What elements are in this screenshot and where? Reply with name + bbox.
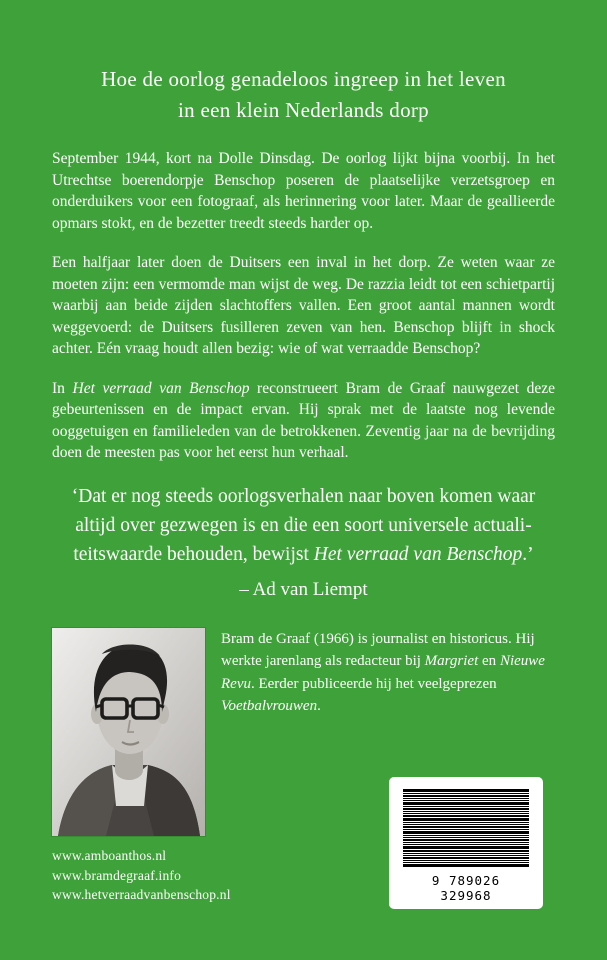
- author-portrait-photo: [52, 628, 205, 836]
- glasses-arm-left: [96, 705, 102, 707]
- quote-line-3: teitswaarde behouden, bewijst Het verraad van Benschop.’: [73, 543, 534, 565]
- headline-line-2: in een klein Nederlands dorp: [178, 98, 429, 122]
- publisher-urls: [52, 846, 231, 905]
- synopsis-paragraph-2: Een halfjaar later doen de Duitsers een inval in het dorp. Ze weten waar ze moeten zijn: een vermomde man wijst de weg. De razzia leidt tot een schietpartij waarbij aan beide zijden slachtoffers vallen. Een groot aantal mannen wordt weggevoerd: de Duitsers fusilleren zeven van hen. Benschop blijft in shock achter. Eén vraag houdt allen bezig: wie of wat verraadde Benschop?: [52, 254, 555, 357]
- quote-line-1: ‘Dat er nog steeds oorlogsverhalen naar boven komen waar: [71, 485, 536, 507]
- headline: [0, 0, 607, 126]
- synopsis-paragraph-3: In Het verraad van Benschop reconstrueert Bram de Graaf nauwgezet deze gebeurtenissen en de impact ervan. Hij sprak met de laatste nog levende ooggetuigen en familieleden van de betrokkenen. Zeventig jaar na de bevrijding doen de meesten pas voor het eerst hun verhaal.: [52, 379, 555, 461]
- headline-line-1: Hoe de oorlog genadeloos ingreep in het leven: [101, 67, 506, 91]
- author-bio: Bram de Graaf (1966) is journalist en historicus. Hij werkte jarenlang als redacteur bij Margriet en Nieuwe Revu. Eerder publiceerde hij het veelgeprezen Voetbalvrouwen.: [221, 630, 545, 714]
- review-quote: [52, 482, 555, 604]
- publisher-url-3: www.hetverraadvanbenschop.nl: [52, 887, 231, 902]
- synopsis-paragraph-1: September 1944, kort na Dolle Dinsdag. De oorlog lijkt bijna voorbij. In het Utrechtse boerendorpje Benschop poseren de plaatselijke verzetsgroep en onderduikers voor een fotograaf, als herinnering voor later. Maar de geallieerde opmars stokt, en de bezetter treedt steeds harder op.: [52, 150, 555, 232]
- barcode-bars: [403, 789, 529, 867]
- publisher-url-1: www.amboanthos.nl: [52, 848, 167, 863]
- barcode: [389, 777, 543, 909]
- cover-content: [0, 148, 607, 836]
- publisher-url-2: www.bramdegraaf.info: [52, 867, 182, 883]
- synopsis: [52, 148, 555, 464]
- glasses-arm-right: [158, 705, 164, 707]
- quote-attribution: – Ad van Liempt: [239, 578, 368, 600]
- quote-line-2: altijd over gezwegen is en die een soort universele actuali-: [75, 514, 532, 536]
- isbn-number: 9 789026 329968: [431, 873, 501, 903]
